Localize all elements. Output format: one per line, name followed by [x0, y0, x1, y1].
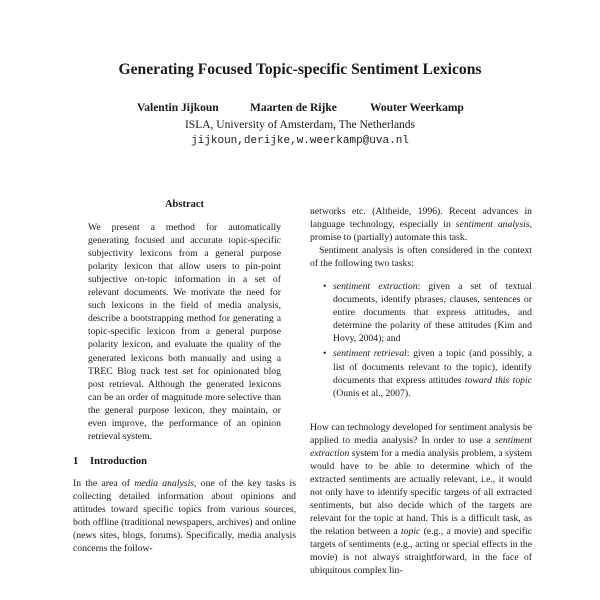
task-list — [310, 280, 532, 399]
bullet-icon: • — [323, 348, 327, 360]
author-emails: jijkoun,derijke,w.weerkamp@uva.nl — [191, 135, 409, 147]
left-column — [73, 198, 296, 555]
author-list — [0, 102, 600, 118]
abstract-text: We present a method for automatically generating focused and accurate topic-specific subjectivity lexicons from a general purpose polarity lexicon that allow users to pin-point subjective on-topic information in a set of relevant documents. We motivate the need for such lexicons in the field of media analysis, describe a bootstrapping method for generating a topic-specific lexicon from a general purpose polarity lexicon, and evaluate the quality of the generated lexicons both manually and using a TREC Blog track test set for opinionated blog post retrieval. Although the generated lexicons can be an order of magnitude more selective than the general purpose lexicon, they maintain, or even improve, the performance of an opinion retrieval system. — [88, 222, 281, 442]
paragraph: Sentiment analysis is often considered in the context of the following two tasks: — [310, 245, 532, 270]
list-item: • sentiment retrieval: given a topic (and possibly, a list of documents relevant to the topic), identify documents that express attitudes toward this topic (Ounis et al., 2007). — [323, 348, 532, 399]
abstract-heading: Abstract — [164, 199, 205, 210]
author-name: Wouter Weerkamp — [370, 102, 464, 114]
section-heading-introduction — [73, 455, 296, 468]
section-title: Introduction — [90, 455, 147, 467]
list-item: • sentiment extraction: given a set of textual documents, identify phrases, clauses, sentences or entire documents that express attitudes, and determine the polarity of these attitudes (Kim and Hovy, 2004); and — [323, 281, 532, 345]
author-name: Maarten de Rijke — [250, 102, 337, 114]
affiliation: ISLA, University of Amsterdam, The Netherlands — [184, 119, 416, 131]
section-number: 1 — [73, 455, 79, 467]
bullet-icon: • — [323, 281, 327, 293]
paragraph: How can technology developed for sentiment analysis be applied to media analysis? In order to use a sentiment extraction system for a media analysis problem, a system would have to be able to determine which of the extracted sentiments are actually relevant, i.e., it would not only have to identify specific targets of all extracted sentiments, but also decide which of the targets are relevant for the topic at hand. This is a difficult task, as the relation between a topic (e.g., a movie) and specific targets of sentiments (e.g., acting or special effects in the movie) is not always straightforward, in the face of ubiquitous complex lin- — [310, 421, 533, 577]
paragraph: networks etc. (Altheide, 1996). Recent advances in language technology, especially in sentiment analysis, promise to (partially) automate this task. — [310, 206, 532, 244]
paper-title: Generating Focused Topic-specific Sentiment Lexicons — [118, 61, 482, 78]
intro-paragraph: In the area of media analysis, one of the key tasks is collecting detailed information about opinions and attitudes toward specific topics from various sources, both offline (traditional newspapers, archives) and online (news sites, blogs, forums). Specifically, media analysis concerns the follow- — [73, 477, 296, 555]
right-column — [310, 205, 532, 577]
author-name: Valentin Jijkoun — [137, 102, 219, 114]
